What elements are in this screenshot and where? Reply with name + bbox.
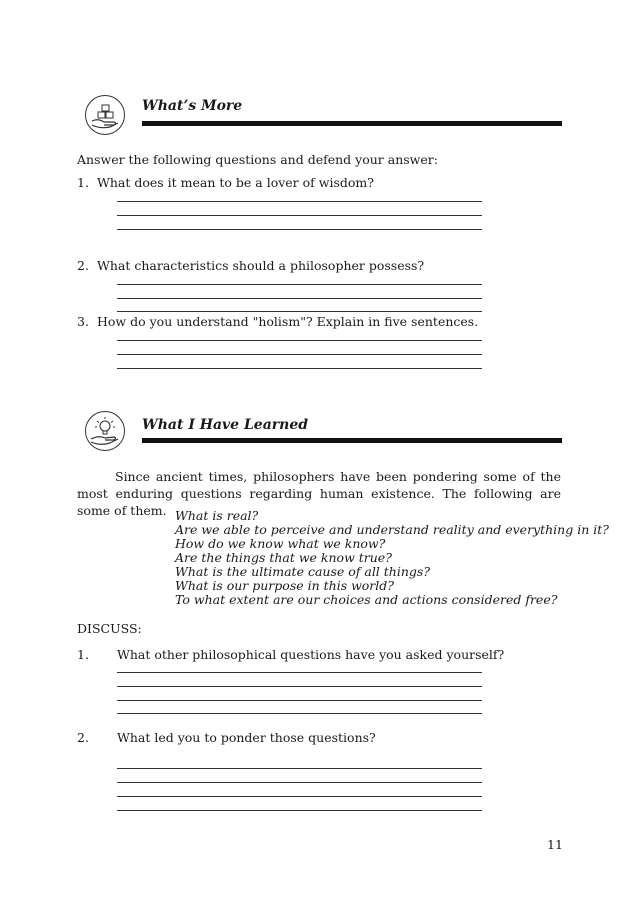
answer-line[interactable] bbox=[117, 311, 482, 312]
answer-line[interactable] bbox=[117, 284, 482, 285]
answer-line[interactable] bbox=[117, 298, 482, 299]
philosophical-question: What is the ultimate cause of all things? bbox=[175, 564, 431, 579]
discuss-label: DISCUSS: bbox=[77, 621, 142, 636]
answer-line[interactable] bbox=[117, 368, 482, 369]
lightbulb-hand-icon bbox=[85, 411, 125, 451]
question-text: What other philosophical questions have you asked yourself? bbox=[117, 647, 505, 662]
philosophical-question: To what extent are our choices and actions considered free? bbox=[175, 592, 558, 607]
answer-line[interactable] bbox=[117, 229, 482, 230]
question-number: 2. bbox=[77, 258, 89, 273]
philosophical-question: Are the things that we know true? bbox=[175, 550, 392, 565]
answer-line[interactable] bbox=[117, 340, 482, 341]
instructions: Answer the following questions and defend your answer: bbox=[77, 152, 438, 167]
question-number: 3. bbox=[77, 314, 89, 329]
answer-line[interactable] bbox=[117, 215, 482, 216]
answer-line[interactable] bbox=[117, 713, 482, 714]
answer-line[interactable] bbox=[117, 672, 482, 673]
page-number: 11 bbox=[547, 837, 563, 852]
answer-line[interactable] bbox=[117, 201, 482, 202]
question-number: 1. bbox=[77, 175, 89, 190]
answer-line[interactable] bbox=[117, 700, 482, 701]
answer-line[interactable] bbox=[117, 796, 482, 797]
question-text: What led you to ponder those questions? bbox=[117, 730, 376, 745]
question-text: What does it mean to be a lover of wisdom? bbox=[97, 175, 374, 190]
answer-line[interactable] bbox=[117, 768, 482, 769]
section-title-whats-more: What’s More bbox=[142, 98, 243, 114]
question-number: 1. bbox=[77, 647, 89, 662]
answer-line[interactable] bbox=[117, 686, 482, 687]
blocks-hand-icon bbox=[85, 95, 125, 135]
question-text: What characteristics should a philosopher possess? bbox=[97, 258, 425, 273]
answer-line[interactable] bbox=[117, 782, 482, 783]
philosophical-question: Are we able to perceive and understand reality and everything in it? bbox=[175, 522, 609, 537]
question-text: How do you understand "holism"? Explain in five sentences. bbox=[97, 314, 479, 329]
question-number: 2. bbox=[77, 730, 89, 745]
section-title-what-i-have-learned: What I Have Learned bbox=[142, 417, 309, 433]
intro-paragraph: Since ancient times, philosophers have been pondering some of the most enduring questions regarding human existence. The following are some of them. bbox=[77, 469, 561, 518]
philosophical-question: How do we know what we know? bbox=[175, 536, 386, 551]
answer-line[interactable] bbox=[117, 810, 482, 811]
answer-line[interactable] bbox=[117, 354, 482, 355]
section-divider bbox=[142, 438, 562, 443]
philosophical-question: What is our purpose in this world? bbox=[175, 578, 394, 593]
section-divider bbox=[142, 121, 562, 126]
philosophical-question: What is real? bbox=[175, 508, 259, 523]
